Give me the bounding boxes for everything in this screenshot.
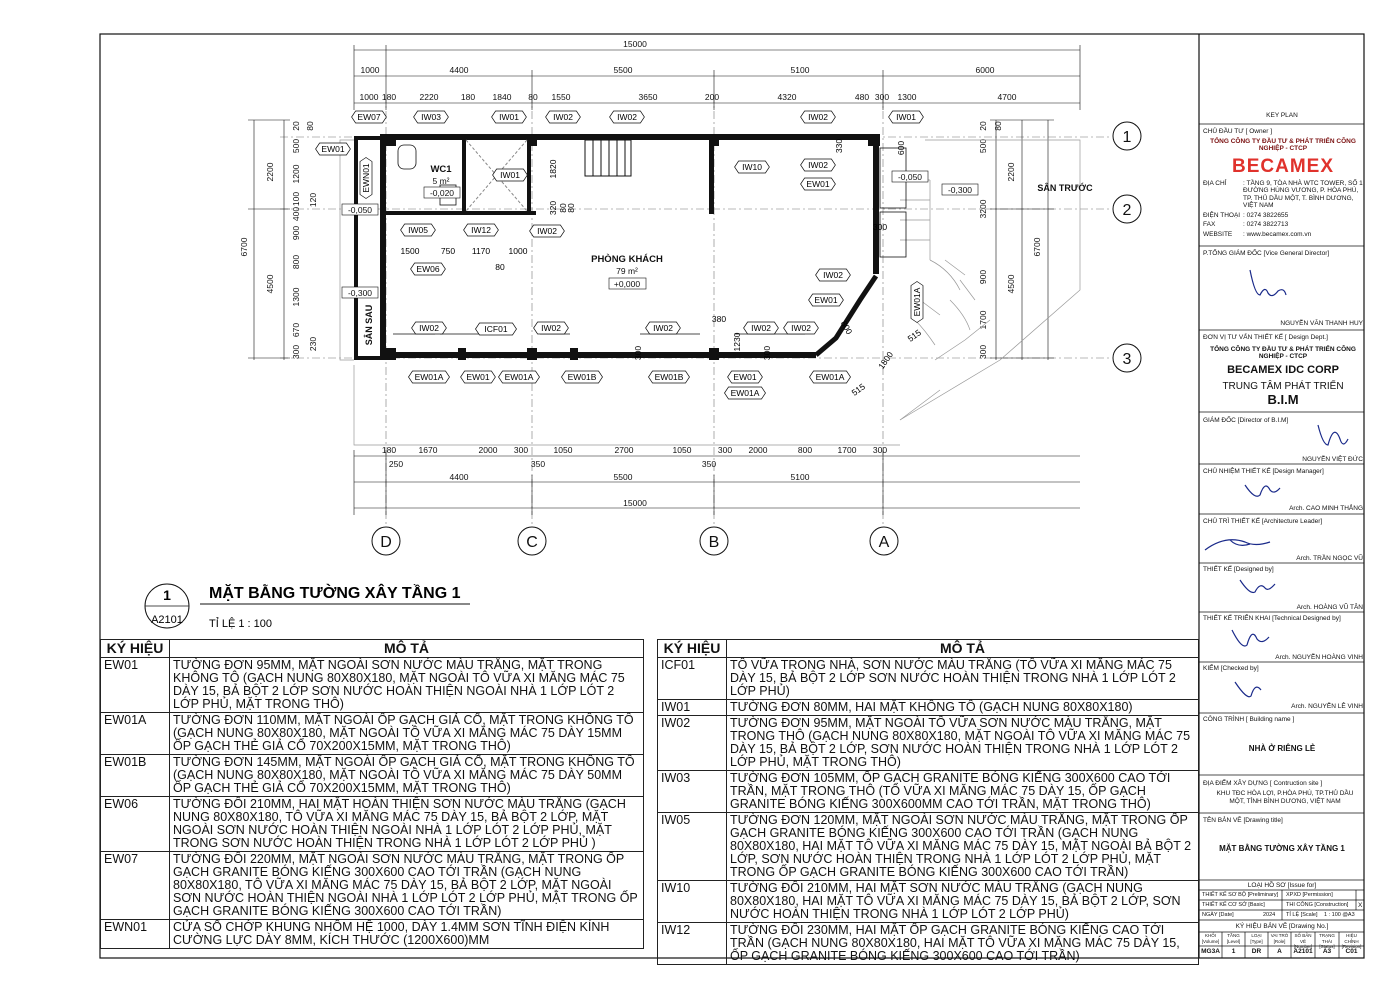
dim-left-s7: 900 bbox=[291, 225, 301, 241]
dtitle-label: TÊN BẢN VẼ [Drawing title] bbox=[1203, 817, 1283, 824]
dim-top2-5: 1840 bbox=[492, 92, 512, 102]
wall-tag bbox=[411, 263, 446, 275]
owner-block bbox=[1203, 128, 1363, 238]
dim-top2-9: 200 bbox=[704, 92, 720, 102]
legend-code: IW05 bbox=[658, 813, 727, 881]
legend-description: TƯỜNG ĐƠN 105MM, ỐP GẠCH GRANITE BÓNG KIẾNG 300X600 CAO TỚI TRẦN, MẶT TRONG THÔ (TÔ VỮA XI MĂNG MÁC 75 DÀY 15, ỐP GẠCH GRANITE BÓNG KIẾNG 300X600MM CAO TỚI TRẦN, MẶT TRONG THÔ) bbox=[727, 771, 1199, 813]
wall-tag-label: IW02 bbox=[653, 323, 673, 334]
key-plan-text: KEY PLAN bbox=[1266, 112, 1298, 119]
inner-dimension: 515 bbox=[849, 381, 867, 398]
wall-tag-label: IW01 bbox=[896, 112, 916, 123]
dim-right-s5: 900 bbox=[978, 269, 988, 285]
dim-left-s2: 80 bbox=[305, 121, 315, 131]
dim-left-total: 6700 bbox=[239, 237, 249, 257]
legend-code: IW10 bbox=[658, 881, 727, 923]
wall-tag-label: IW02 bbox=[553, 112, 573, 123]
issue-check: X bbox=[1358, 902, 1363, 909]
wall-tag bbox=[801, 159, 836, 171]
dim-left-s8: 800 bbox=[291, 254, 301, 270]
wall-tag bbox=[801, 111, 836, 123]
project-label: CÔNG TRÌNH [ Building name ] bbox=[1203, 716, 1295, 723]
dim-top-4: 5100 bbox=[790, 65, 810, 75]
address-value: : TẦNG 9, TÒA NHÀ WTC TOWER, SỐ 1 ĐƯỜNG HÙNG VƯƠNG, P. HÒA PHÚ, TP. THỦ DẦU MỘT, T. BÌNH DƯƠNG, VIỆT NAM bbox=[1243, 179, 1363, 209]
grid-lines bbox=[280, 95, 1110, 525]
dim-overall-bottom: 15000 bbox=[623, 498, 647, 508]
dno-value: MG3A bbox=[1201, 948, 1220, 955]
dim-top2-7: 1550 bbox=[551, 92, 571, 102]
grid-label-d: D bbox=[380, 534, 392, 551]
dno-header: KHỐI [Volume] bbox=[1201, 933, 1220, 944]
inner-dimension: 80 bbox=[558, 203, 568, 213]
designer-name: Arch. HOÀNG VŨ TÂN bbox=[1296, 604, 1363, 611]
front-yard-label: SÂN TRƯỚC bbox=[1037, 183, 1093, 193]
legend-description: TƯỜNG ĐƠN 95MM, MẶT NGOÀI TÔ VỮA SƠN NƯỚC MÀU TRẮNG, MẶT TRONG THÔ (GẠCH NUNG 80X80X180, MẶT NGOÀI TÔ VỮA XI MĂNG MÁC 75 DÀY 15, BẢ BỘT 2 LỚP, SƠN NƯỚC HOÀN THIỆN TRONG NHÀ 1 LỚP LÓT 2 LỚP PHỦ, MẶT TRONG THÔ) bbox=[727, 716, 1199, 771]
dim-bot-4: 300 bbox=[513, 445, 529, 455]
inner-dimension: 1800 bbox=[876, 349, 896, 371]
inner-dimension: 1230 bbox=[732, 332, 742, 352]
dno-value: A bbox=[1277, 948, 1282, 955]
legend-description: CỬA SỔ CHỚP KHUNG NHÔM HỆ 1000, DÀY 1.4MM SƠN TĨNH ĐIỆN KÍNH CƯỜNG LỰC DÀY 8MM, KÍCH THƯỚC (1200X600)MM bbox=[170, 920, 644, 949]
dim-bot-extra-1: 250 bbox=[388, 459, 404, 469]
address-label: ĐỊA CHỈ bbox=[1203, 179, 1227, 187]
wall-tag bbox=[499, 371, 540, 383]
dim-right-s7: 300 bbox=[978, 344, 988, 360]
room-living-level: +0,000 bbox=[613, 279, 641, 289]
inner-dimension: 1170 bbox=[471, 246, 491, 256]
legend-left-header-code: KÝ HIỆU bbox=[101, 640, 170, 658]
grid-label-2: 2 bbox=[1122, 202, 1132, 219]
wall-tag-label: IW01 bbox=[500, 170, 520, 181]
wall-tag bbox=[464, 224, 499, 236]
wall-tag-label: IW02 bbox=[791, 323, 811, 334]
wall-tag-label: IW03 bbox=[421, 112, 441, 123]
dno-value: C01 bbox=[1345, 948, 1358, 955]
legend-row bbox=[101, 920, 644, 949]
dim-bot-12: 300 bbox=[872, 445, 888, 455]
wall-tag-label: EW01A bbox=[912, 287, 923, 317]
dim-left-s5: 100 bbox=[291, 191, 301, 207]
inner-dimension: 330 bbox=[834, 138, 844, 154]
inner-dimension: 300 bbox=[872, 222, 888, 232]
wall-tag-label: EW01A bbox=[730, 388, 760, 399]
legend-row bbox=[658, 813, 1199, 881]
legend-code: EW01A bbox=[101, 713, 170, 755]
wall-tag-label: EWN01 bbox=[361, 163, 372, 193]
legend-description: TÔ VỮA TRONG NHÀ, SƠN NƯỚC MÀU TRẮNG (TÔ VỮA XI MĂNG MÁC 75 DÀY 15, BẢ BỘT 2 LỚP SƠN NƯỚC HOÀN THIỆN TRONG NHÀ 1 LỚP LÓT 2 LỚP PHỦ) bbox=[727, 658, 1199, 700]
dim-right-2: 4500 bbox=[1006, 274, 1016, 294]
inner-dimension: 320 bbox=[548, 200, 558, 216]
wall-tag-label: EW01 bbox=[806, 179, 830, 190]
wall-tag-label: EW01A bbox=[504, 372, 534, 383]
dim-top2-13: 1300 bbox=[897, 92, 917, 102]
dim-right-1: 2200 bbox=[1006, 162, 1016, 182]
legend-row bbox=[101, 713, 644, 755]
consult-block bbox=[1203, 334, 1363, 407]
wall-tag-label: IW01 bbox=[499, 112, 519, 123]
inner-dimensions bbox=[401, 139, 924, 398]
legend-table-left bbox=[100, 639, 644, 949]
dim-right-s4: 3200 bbox=[978, 199, 988, 219]
dim-bot-5: 1050 bbox=[553, 445, 573, 455]
wall-tag-label: EW07 bbox=[357, 112, 381, 123]
wall-tag-label: EW01 bbox=[321, 144, 345, 155]
wall-tag bbox=[352, 111, 387, 123]
vgd-label: P.TỔNG GIÁM ĐỐC [Vice General Director] bbox=[1203, 250, 1330, 257]
dim-top-3: 5500 bbox=[613, 65, 633, 75]
wall-tag bbox=[414, 111, 449, 123]
vgd-name: NGUYỄN VĂN THANH HUY bbox=[1280, 320, 1363, 327]
wall-tag bbox=[412, 322, 447, 334]
tech-name: Arch. NGUYỄN HOÀNG VINH bbox=[1275, 654, 1363, 661]
wall-tag bbox=[401, 224, 436, 236]
inner-dimension: 800 bbox=[838, 318, 855, 337]
inner-dimension: 1500 bbox=[400, 246, 420, 256]
wall-tag-label: EW01A bbox=[815, 372, 845, 383]
dim-left-s4: 1200 bbox=[291, 164, 301, 184]
legend-description: TƯỜNG ĐÔI 230MM, HAI MẶT ỐP GẠCH GRANITE BÓNG KIẾNG CAO TỚI TRẦN (GẠCH NUNG 80X80X180, HAI MẶT TÔ VỮA XI MĂNG MÁC 75 DÀY 15, ỐP GẠCH GRANITE BÓNG KIẾNG 300X600 CAO TỚI TRẦN) bbox=[727, 923, 1199, 965]
grid-label-b: B bbox=[708, 534, 720, 551]
dim-top2-2: 180 bbox=[381, 92, 397, 102]
dim-bot-6: 2700 bbox=[614, 445, 634, 455]
grid-label-c: C bbox=[526, 534, 538, 551]
leader-label: CHỦ TRÌ THIẾT KẾ [Architecture Leader] bbox=[1203, 518, 1323, 525]
wall-tag-label: IW12 bbox=[471, 225, 491, 236]
dim-top-1: 1000 bbox=[360, 65, 380, 75]
manager-label: CHỦ NHIỆM THIẾT KẾ [Design Manager] bbox=[1203, 468, 1324, 475]
dim-top2-1: 1000 bbox=[359, 92, 379, 102]
wall-tag-label: EW01B bbox=[567, 372, 597, 383]
legend-code: IW12 bbox=[658, 923, 727, 965]
key-plan-label bbox=[1200, 112, 1364, 120]
date-label: NGÀY [Date] bbox=[1202, 912, 1234, 918]
wall-tag-label: IW02 bbox=[808, 160, 828, 171]
wall-tag bbox=[546, 111, 581, 123]
legend-description: TƯỜNG ĐƠN 120MM, MẶT NGOÀI SƠN NƯỚC MÀU TRẮNG, MẶT TRONG ỐP GẠCH GRANITE BÓNG KIẾNG 300X600 CAO TỚI TRẦN (GẠCH NUNG 80X80X180, HAI MẶT TÔ VỮA XI MĂNG MÁC 75 DÀY 15, MẶT NGOÀI BẢ BỘT 2 LỚP, SƠN NƯỚC HOÀN THIỆN TRONG NHÀ 1 LỚP LÓT 2 LỚP PHỦ, MẶT TRONG ỐP GẠCH GRANITE BÓNG KIẾNG 300X600 CAO TỚI TRẦN) bbox=[727, 813, 1199, 881]
issue-preliminary: THIẾT KẾ SƠ BỘ [Preliminary] bbox=[1202, 892, 1279, 898]
legend-row bbox=[658, 771, 1199, 813]
dim-overall-top: 15000 bbox=[623, 39, 647, 49]
dno-header: LOẠI [Type] bbox=[1250, 933, 1263, 944]
dim-bot-extra-3: 350 bbox=[701, 459, 717, 469]
leader-name: Arch. TRẦN NGỌC VŨ bbox=[1296, 555, 1363, 562]
legend-code: EW07 bbox=[101, 852, 170, 920]
wall-tag-label: IW02 bbox=[617, 112, 637, 123]
fax-value: : 0274 3822713 bbox=[1243, 221, 1289, 228]
room-wc-area: 5 m² bbox=[432, 176, 450, 186]
wall-tag bbox=[735, 161, 770, 173]
back-yard-label: SÂN SAU bbox=[364, 304, 374, 346]
level-front-1: -0,050 bbox=[897, 172, 923, 182]
dno-header: HIỆU CHỈNH [Revision] bbox=[1341, 933, 1362, 949]
legend-row bbox=[101, 755, 644, 797]
project-name: NHÀ Ở RIÊNG LẺ bbox=[1248, 744, 1316, 753]
dno-header: TẦNG [Level] bbox=[1226, 933, 1241, 944]
bay-walls bbox=[816, 276, 876, 355]
legend-code: EW06 bbox=[101, 797, 170, 852]
legend-row bbox=[658, 881, 1199, 923]
dim-bot-7: 1050 bbox=[672, 445, 692, 455]
wall-tag bbox=[911, 282, 923, 323]
wall-tag bbox=[530, 225, 565, 237]
drawing-title-block bbox=[145, 583, 470, 630]
dim-right-s2: 80 bbox=[993, 121, 1003, 131]
dim-left-s12: 300 bbox=[291, 344, 301, 360]
scale-label: TỈ LỆ [Scale] bbox=[1286, 912, 1318, 918]
dno-value: A3 bbox=[1322, 948, 1332, 955]
legend-table-right bbox=[657, 639, 1199, 965]
web-label: WEBSITE bbox=[1203, 230, 1233, 238]
legend-description: TƯỜNG ĐƠN 95MM, MẶT NGOÀI SƠN NƯỚC MÀU TRẮNG, MẶT TRONG KHÔNG TÔ (GẠCH NUNG 80X80X180, MẶT NGOÀI TÔ VỮA XI MĂNG MÁC 75 DÀY 15, BẢ BỘT 2 LỚP SƠN NƯỚC HOÀN THIỆN NGOÀI NHÀ 1 LỚP LÓT 2 LỚP PHỦ, MẶT TRONG THÔ) bbox=[170, 658, 644, 713]
inner-dimension: 380 bbox=[711, 314, 727, 324]
level-back-1: -0,050 bbox=[347, 205, 373, 215]
wall-tag bbox=[784, 322, 819, 334]
wall-tag bbox=[744, 322, 779, 334]
tech-label: THIẾT KẾ TRIỂN KHAI [Technical Designed by] bbox=[1203, 615, 1341, 622]
web-value: : www.becamex.com.vn bbox=[1243, 230, 1312, 238]
grid-label-a: A bbox=[878, 534, 890, 551]
wall-tag bbox=[810, 371, 851, 383]
legend-description: TƯỜNG ĐƠN 110MM, MẶT NGOÀI ỐP GẠCH GIẢ CỔ, MẶT TRONG KHÔNG TÔ (GẠCH NUNG 80X80X180, MẶT NGOÀI TÔ VỮA XI MĂNG MÁC 75 DÀY 15MM ỐP GẠCH THẺ GIẢ CỔ 70X200X15MM, MẶT TRONG THÔ) bbox=[170, 713, 644, 755]
becamex-logo: BECAMEX bbox=[1231, 155, 1334, 177]
legend-left-header-desc: MÔ TẢ bbox=[170, 640, 644, 658]
wall-tag bbox=[725, 387, 766, 399]
inner-dimension: 1000 bbox=[508, 246, 528, 256]
inner-dimension: 1820 bbox=[548, 159, 558, 179]
wall-tag-label: EW01A bbox=[414, 372, 444, 383]
drawing-number: 1 bbox=[163, 587, 171, 603]
dim-bot-8: 300 bbox=[717, 445, 733, 455]
issue-label: LOẠI HỒ SƠ [Issue for] bbox=[1247, 882, 1317, 889]
dim-left-1: 2200 bbox=[265, 162, 275, 182]
inner-dimension: 300 bbox=[633, 345, 643, 361]
dim-bot-10: 800 bbox=[797, 445, 813, 455]
owner-name: TỔNG CÔNG TY ĐẦU TƯ & PHÁT TRIỂN CÔNG NGHIỆP - CTCP bbox=[1210, 137, 1356, 152]
dno-header: VAI TRÒ [Role] bbox=[1270, 933, 1289, 944]
manager-name: Arch. CAO MINH THẮNG bbox=[1289, 505, 1363, 512]
drawing-title: MẶT BẰNG TƯỜNG XÂY TẦNG 1 bbox=[209, 585, 461, 602]
legend-row bbox=[658, 658, 1199, 700]
wall-tag bbox=[562, 371, 603, 383]
level-back-2: -0,300 bbox=[347, 288, 373, 298]
inner-dimension: 600 bbox=[896, 140, 906, 156]
inner-dimension: 80 bbox=[566, 203, 576, 213]
wall-tag bbox=[809, 294, 844, 306]
legend-code: IW01 bbox=[658, 700, 727, 716]
legend-row bbox=[658, 923, 1199, 965]
room-wc-level: -0,020 bbox=[429, 188, 455, 198]
wall-tag bbox=[476, 323, 517, 335]
legend-code: EW01B bbox=[101, 755, 170, 797]
wall-tag bbox=[801, 178, 836, 190]
inner-dimension: 80 bbox=[495, 262, 505, 272]
dim-top2-6: 80 bbox=[528, 92, 538, 102]
dim-right-s3: 500 bbox=[978, 138, 988, 154]
dim-top2-3: 2220 bbox=[419, 92, 439, 102]
dim-left-s1: 20 bbox=[291, 121, 301, 131]
owner-label: CHỦ ĐẦU TƯ [ Owner ] bbox=[1203, 128, 1272, 135]
wall-tag-label: EW06 bbox=[416, 264, 440, 275]
wall-tag bbox=[534, 322, 569, 334]
fax-label: FAX bbox=[1203, 221, 1216, 228]
dim-top2-4: 180 bbox=[460, 92, 476, 102]
dim-bot-2: 1670 bbox=[418, 445, 438, 455]
wall-tag-label: EW01 bbox=[466, 372, 490, 383]
wall-tag bbox=[646, 322, 681, 334]
dim-right-total: 6700 bbox=[1032, 237, 1042, 257]
dim-bot2-2: 5500 bbox=[613, 472, 633, 482]
legend-row bbox=[101, 797, 644, 852]
dim-bot2-1: 4400 bbox=[449, 472, 469, 482]
grid-label-3: 3 bbox=[1122, 351, 1132, 368]
legend-description: TƯỜNG ĐƠN 145MM, MẶT NGOÀI ỐP GẠCH GIẢ CỔ, MẶT TRONG KHÔNG TÔ (GẠCH NUNG 80X80X180, MẶT NGOÀI TÔ VỮA XI MĂNG MÁC 75 DÀY 50MM ỐP GẠCH THẺ GIẢ CỔ 70X200X15MM, MẶT TRONG THÔ) bbox=[170, 755, 644, 797]
drawing-sheet-ref: A2101 bbox=[151, 614, 183, 626]
dno-value: DR bbox=[1251, 948, 1262, 955]
wall-tag-label: IW02 bbox=[823, 270, 843, 281]
issue-permission: XPXD [Permission] bbox=[1286, 892, 1333, 898]
phone-label: ĐIỆN THOẠI bbox=[1203, 211, 1241, 219]
consult-corp: BECAMEX IDC CORP bbox=[1227, 363, 1339, 376]
wall-tag bbox=[816, 269, 851, 281]
legend-code: ICF01 bbox=[658, 658, 727, 700]
room-living-name: PHÒNG KHÁCH bbox=[591, 254, 663, 265]
dim-left-s11: 230 bbox=[308, 336, 318, 352]
wall-tag-label: IW02 bbox=[537, 226, 557, 237]
legend-code: IW02 bbox=[658, 716, 727, 771]
dim-left-s9: 1300 bbox=[291, 287, 301, 307]
dim-top2-11: 480 bbox=[854, 92, 870, 102]
legend-row bbox=[658, 716, 1199, 771]
grid-label-1: 1 bbox=[1122, 129, 1132, 146]
wall-tag bbox=[409, 371, 450, 383]
phone-value: : 0274 3822655 bbox=[1243, 211, 1289, 219]
dim-bot2-3: 5100 bbox=[790, 472, 810, 482]
site-value: KHU TĐC HÒA LỢI, P.HÒA PHÚ, TP.THỦ DẦU MỘT, TỈNH BÌNH DƯƠNG, VIỆT NAM bbox=[1216, 790, 1354, 805]
dim-left-s6: 400 bbox=[291, 206, 301, 222]
legend-description: TƯỜNG ĐÔI 220MM, MẶT NGOÀI SƠN NƯỚC MÀU TRẮNG, MẶT TRONG ỐP GẠCH GRANITE BÓNG KIẾNG 300X600 CAO TỚI TRẦN (GẠCH NUNG 80X80X180, TÔ VỮA XI MĂNG MÁC 75 DÀY 15, BẢ BỘT 2 LỚP, MẶT NGOÀI SƠN NƯỚC HOÀN THIỆN NGOÀI NHÀ 1 LỚP LÓT 2 LỚP PHỦ, MẶT TRONG ỐP GẠCH GRANITE BÓNG KIẾNG 300X600 CAO TỚI TRẦN) bbox=[170, 852, 644, 920]
inner-dimension: 750 bbox=[440, 246, 456, 256]
wall-tag bbox=[461, 371, 496, 383]
legend-description: TƯỜNG ĐƠN 80MM, HAI MẶT KHÔNG TÔ (GẠCH NUNG 80X80X180) bbox=[727, 700, 1199, 716]
dim-top-5: 6000 bbox=[975, 65, 995, 75]
check-name: Arch. NGUYỄN LÊ VINH bbox=[1291, 703, 1363, 710]
wall-tag-label: IW02 bbox=[419, 323, 439, 334]
site-label: ĐỊA ĐIỂM XÂY DỰNG [ Contruction site ] bbox=[1203, 780, 1323, 787]
dno-value: A2101 bbox=[1293, 948, 1313, 955]
wall-tag-label: IW02 bbox=[808, 112, 828, 123]
legend-code: EW01 bbox=[101, 658, 170, 713]
legend-row bbox=[658, 700, 1199, 716]
wall-tag bbox=[649, 371, 690, 383]
dim-top2-10: 4320 bbox=[777, 92, 797, 102]
dim-left-s3: 500 bbox=[291, 138, 301, 154]
issue-basic: THIẾT KẾ CƠ SỞ [Basic] bbox=[1202, 902, 1265, 908]
dno-header: TRẠNG THÁI [Status] bbox=[1319, 933, 1335, 949]
drawing-scale: TỈ LỆ 1 : 100 bbox=[209, 618, 272, 630]
dno-value: 1 bbox=[1231, 948, 1236, 955]
dim-right-s6: 1700 bbox=[978, 310, 988, 330]
legend-row bbox=[101, 658, 644, 713]
wall-tag-label: IW02 bbox=[541, 323, 561, 334]
dim-left-s13: 120 bbox=[308, 192, 318, 208]
wall-tag-label: EW01 bbox=[733, 372, 757, 383]
wall-tag-label: IW05 bbox=[408, 225, 428, 236]
date-value: 2024 bbox=[1263, 912, 1276, 918]
inner-dimension: 515 bbox=[905, 327, 923, 344]
bim-center: TRUNG TÂM PHÁT TRIỂN bbox=[1222, 380, 1344, 392]
dim-right-s1: 20 bbox=[978, 121, 988, 131]
director-label: GIÁM ĐỐC [Director of B.I.M] bbox=[1203, 417, 1289, 424]
wall-tag bbox=[316, 143, 351, 155]
dim-bot-extra-2: 350 bbox=[530, 459, 546, 469]
dim-bot-1: 180 bbox=[381, 445, 397, 455]
room-living-area: 79 m² bbox=[616, 266, 638, 276]
wall-tag-label: IW10 bbox=[742, 162, 762, 173]
dim-top2-12: 300 bbox=[874, 92, 890, 102]
check-label: KIỂM [Checked by] bbox=[1203, 665, 1259, 672]
scale-value: 1 : 100 @A3 bbox=[1324, 912, 1355, 918]
wall-tag bbox=[492, 111, 527, 123]
dim-left-2: 4500 bbox=[265, 274, 275, 294]
dim-bot-9: 2000 bbox=[748, 445, 768, 455]
dim-top2-8: 3650 bbox=[638, 92, 658, 102]
consult-label: ĐƠN VỊ TƯ VẤN THIẾT KẾ [ Design Dept.] bbox=[1203, 334, 1328, 341]
wall-tag bbox=[889, 111, 924, 123]
legend-code: EWN01 bbox=[101, 920, 170, 949]
legend-right-header-desc: MÔ TẢ bbox=[727, 640, 1199, 658]
legend-code: IW03 bbox=[658, 771, 727, 813]
wall-tag bbox=[610, 111, 645, 123]
director-name: NGUYỄN VIỆT ĐỨC bbox=[1302, 456, 1363, 463]
level-front-2: -0,300 bbox=[947, 185, 973, 195]
issue-construction: THI CÔNG [Construction] bbox=[1286, 902, 1349, 908]
consult-name: TỔNG CÔNG TY ĐẦU TƯ & PHÁT TRIỂN CÔNG NGHIỆP - CTCP bbox=[1210, 345, 1356, 360]
dim-top-2: 4400 bbox=[449, 65, 469, 75]
legend-row bbox=[101, 852, 644, 920]
dno-header: SỐ BẢN VẼ [Number] bbox=[1293, 933, 1313, 949]
designer-label: THIẾT KẾ [Designed by] bbox=[1203, 566, 1274, 573]
wall-tag-label: ICF01 bbox=[484, 324, 508, 335]
dim-bot-3: 2000 bbox=[478, 445, 498, 455]
wall-tag bbox=[493, 169, 528, 181]
dno-label: KÝ HIỆU BẢN VẼ [Drawing No.] bbox=[1235, 923, 1329, 930]
legend-description: TƯỜNG ĐÔI 210MM, HAI MẶT HOÀN THIỆN SƠN NƯỚC MÀU TRẮNG (GẠCH NUNG 80X80X180, TÔ VỮA XI MĂNG MÁC 75 DÀY 15, BẢ BỘT 2 LỚP, MẶT NGOÀI SƠN NƯỚC HOÀN THIỆN NGOÀI NHÀ 1 LỚP LÓT 2 LỚP PHỦ, MẶT TRONG SƠN NƯỚC HOÀN THIỆN TRONG NHÀ 1 LỚP LÓT 2 LỚP PHỦ ) bbox=[170, 797, 644, 852]
dim-left-s10: 670 bbox=[291, 322, 301, 338]
dtitle-value: MẶT BẰNG TƯỜNG XÂY TẦNG 1 bbox=[1219, 844, 1345, 853]
legend-description: TƯỜNG ĐÔI 210MM, HAI MẶT SƠN NƯỚC MÀU TRẮNG (GẠCH NUNG 80X80X180, HAI MẶT TÔ VỮA XI MĂNG MÁC 75 DÀY 15, BẢ BỘT 2 LỚP, SƠN NƯỚC HOÀN THIỆN TRONG NHÀ 1 LỚP LÓT 2 LỚP PHỦ) bbox=[727, 881, 1199, 923]
wall-tag bbox=[728, 371, 763, 383]
dim-top2-14: 4700 bbox=[997, 92, 1017, 102]
dim-bot-11: 1700 bbox=[837, 445, 857, 455]
wall-tag-label: EW01B bbox=[654, 372, 684, 383]
legend-right-header-code: KÝ HIỆU bbox=[658, 640, 727, 658]
wall-tag bbox=[360, 158, 372, 199]
wall-tag-label: EW01 bbox=[814, 295, 838, 306]
room-wc-name: WC1 bbox=[430, 164, 452, 175]
bim-label: B.I.M bbox=[1267, 391, 1299, 407]
inner-dimension: 300 bbox=[762, 345, 772, 361]
wall-tag-label: IW02 bbox=[751, 323, 771, 334]
